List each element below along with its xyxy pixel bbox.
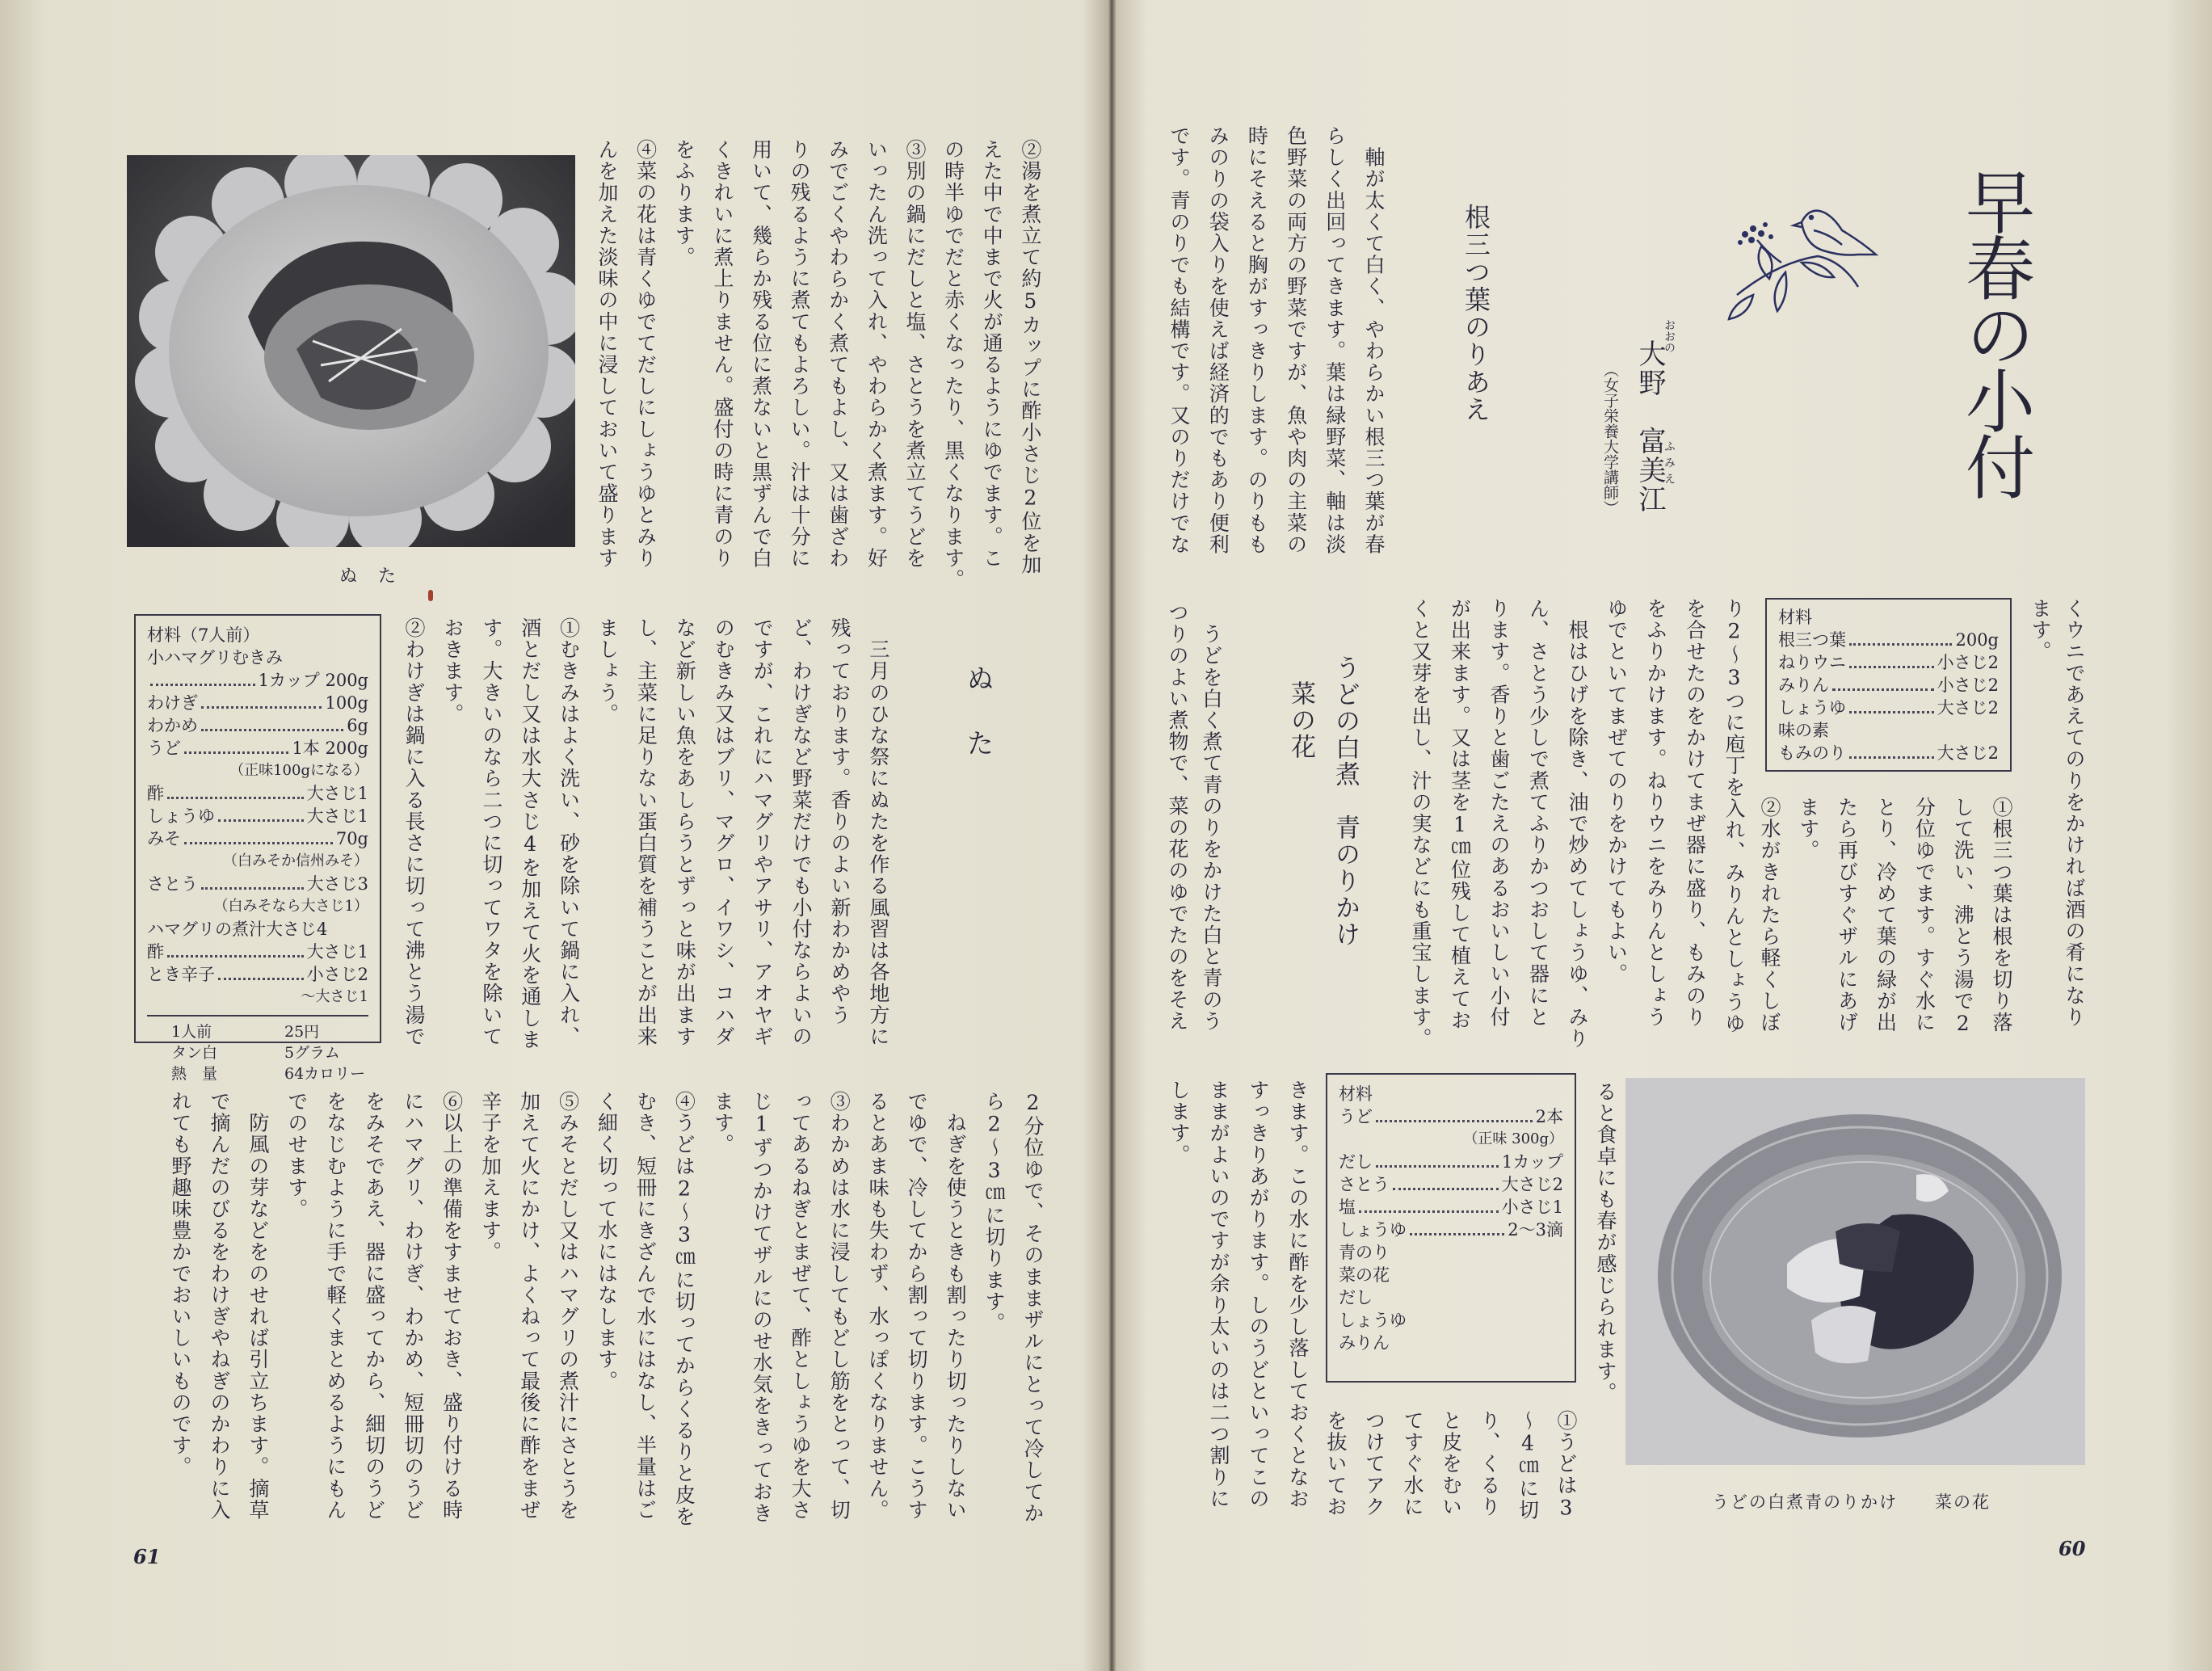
- text-column: んを加えた淡味の中に浸しておいて盛ります: [595, 139, 619, 569]
- text-column: ります。香りと歯ごたえのあるおいしい小付: [1487, 598, 1511, 1028]
- ingredient-row: [147, 963, 368, 986]
- text-column: ①むきみはよく洗い、砂を除いて鍋に入れ、: [557, 617, 581, 1047]
- ingredient-row: [147, 918, 368, 941]
- text-column: ④うどは2〜3㎝に切ってからくるりと皮を: [672, 1091, 696, 1527]
- text-column: し、主菜に足りない蛋白質を補うことが出来: [634, 617, 658, 1047]
- ingredient-amount: 小さじ2: [1937, 676, 1999, 695]
- mitsuba-steps: [1759, 797, 2012, 1039]
- ingredient-row: [147, 669, 368, 692]
- ingredient-row: [147, 737, 368, 760]
- text-column: く細く切って水にはなします。: [595, 1091, 619, 1392]
- text-column: みでごくやわらかく煮てもよし、又は歯ざわ: [826, 139, 850, 569]
- text-column: でのせます。: [284, 1091, 309, 1220]
- ingredient-amount: 1本 200g: [292, 739, 368, 758]
- text-column: ですが、これにハマグリやアサリ、アオヤギ: [751, 617, 775, 1047]
- text-column: たら再びすぐザルにあげ: [1835, 797, 1859, 1033]
- ingredient-name: だし: [1339, 1152, 1373, 1172]
- nuta-intro-text: [403, 617, 889, 1058]
- author-affiliation: （女子栄養大学講師）: [1601, 362, 1619, 516]
- text-column: ゆでといてまぜてのりをかけてもよい。: [1604, 598, 1629, 985]
- ingredient-name: しょうゆ: [1339, 1311, 1407, 1330]
- nuta-ingredients-box: [134, 614, 381, 1083]
- text-column: をなじむように手で軽くまとめるようにもん: [323, 1091, 347, 1521]
- ingredient-amount: 小さじ2: [306, 965, 368, 984]
- ingredient-name: 塩: [1339, 1197, 1356, 1217]
- ingredient-amount: 大さじ1: [306, 784, 368, 803]
- nutrition-row: [147, 1063, 368, 1084]
- nutrition-label: タン白: [171, 1044, 218, 1062]
- dotted-leader: [1393, 1188, 1499, 1190]
- text-column: 色野菜の両方の野菜ですが、魚や肉の主菜の: [1284, 125, 1308, 555]
- ingredient-amount: 1カップ 200g: [258, 671, 368, 690]
- nutrition-value: 64カロリー: [284, 1065, 366, 1083]
- ingredient-amount: 小さじ1: [1501, 1197, 1563, 1217]
- text-column: の時半ゆでだと赤くなったり、黒くなります。: [941, 139, 965, 591]
- text-column: 根はひげを除き、油で炒めてしょうゆ、みり: [1566, 598, 1589, 1050]
- nutrition-stats: [147, 1021, 368, 1084]
- ingredient-name: 青のり: [1339, 1243, 1390, 1262]
- nuta-steps-lower: [170, 1091, 1043, 1531]
- text-column: と皮をむい: [1439, 1410, 1463, 1517]
- ingredient-row: [1339, 1151, 1563, 1173]
- ingredient-note: （正味 300g）: [1463, 1130, 1563, 1147]
- red-mark: [428, 590, 433, 601]
- author-name: 大野 富美江: [1634, 339, 1666, 514]
- dotted-leader: [1359, 1210, 1499, 1213]
- text-column: ⑤みそとだし又はハマグリの煮汁にさとうを: [556, 1091, 580, 1521]
- dotted-leader: [1849, 756, 1934, 759]
- text-column: らしく出回ってきます。葉は緑野菜、軸は淡: [1323, 125, 1347, 555]
- text-column: ると食卓にも春が感じられます。: [1594, 1081, 1617, 1404]
- text-column: ど、わけぎなど野菜だけでも小付ならよいの: [789, 617, 814, 1047]
- dotted-leader: [1410, 1233, 1504, 1235]
- text-column: り、くるり: [1478, 1410, 1501, 1517]
- ingredient-name: 根三つ葉: [1778, 630, 1846, 650]
- ingredient-name: さとう: [147, 874, 198, 894]
- dotted-leader: [184, 751, 288, 754]
- nutrition-value: 5グラム: [284, 1044, 340, 1062]
- text-column: をふりかけます。ねりウニをみりんとしょう: [1644, 598, 1667, 1028]
- text-column: れても野趣味豊かでおいしいものです。: [169, 1091, 192, 1478]
- nutrition-row: [147, 1021, 368, 1042]
- ingredient-row: [147, 646, 368, 669]
- text-column: ます。: [711, 1091, 735, 1155]
- ingredient-row: [1778, 651, 1999, 674]
- ingredient-name: わけぎ: [147, 693, 198, 713]
- text-column: して洗い、沸とう湯で2: [1951, 797, 1975, 1037]
- nuta-heading: ぬ た: [961, 664, 994, 761]
- text-column: ます。: [1796, 797, 1820, 861]
- text-column: 時にそえると胸がすっきりします。のりもも: [1245, 125, 1269, 555]
- ingredient-name: しょうゆ: [1778, 698, 1846, 718]
- ingredient-row: [1339, 1105, 1563, 1128]
- ingredient-name: ハマグリの煮汁大さじ4: [147, 920, 328, 939]
- ingredient-name: わかめ: [147, 716, 198, 735]
- nutrition-row: [147, 1042, 368, 1063]
- nutrition-label: 1人前: [171, 1023, 212, 1041]
- ingredient-name: うど: [1339, 1107, 1373, 1126]
- dotted-leader: [167, 955, 304, 958]
- ingredient-name: みりん: [1778, 676, 1829, 695]
- ingredient-row: [1339, 1264, 1563, 1286]
- udo-intro-cont: [1593, 1081, 1616, 1404]
- udo-intro: [1167, 602, 1222, 1054]
- ingredient-amount: 2本: [1535, 1107, 1563, 1126]
- dotted-leader: [218, 819, 304, 822]
- mitsuba-heading: 根三つ葉のりあえ: [1461, 204, 1491, 423]
- text-column: 防風の芽などをのせれば引立ちます。摘草: [246, 1091, 270, 1521]
- text-column: すっきりあがります。しのうどといってこの: [1247, 1080, 1270, 1509]
- ingredient-name: ねりウニ: [1778, 653, 1846, 672]
- dotted-leader: [150, 684, 255, 686]
- dotted-leader: [1832, 688, 1934, 691]
- ingredient-amount: 2〜3滴: [1508, 1220, 1563, 1240]
- ingredient-amount: 小さじ2: [1937, 653, 1999, 672]
- ingredient-name: みりん: [1339, 1333, 1390, 1353]
- dotted-leader: [201, 887, 304, 890]
- ingredient-row: [1339, 1332, 1563, 1354]
- ingredient-row: [1339, 1196, 1563, 1219]
- text-column: りの残るように煮てもよろしい。汁は十分に: [788, 139, 812, 569]
- ingredient-row: [1778, 697, 1999, 719]
- udo-text: [1168, 1080, 1308, 1520]
- text-column: す。大きいのなら二つに切ってワタを除いて: [479, 617, 503, 1047]
- dotted-leader: [201, 706, 322, 709]
- ingredient-amount: 70g: [335, 829, 368, 848]
- ingredients-title: 材料: [1339, 1084, 1373, 1104]
- udo-photo: [1625, 1078, 2085, 1465]
- text-column: うどを白く煮て青のりをかけた白と青のう: [1200, 602, 1223, 1032]
- text-column: てすぐ水に: [1401, 1410, 1424, 1517]
- text-column: ねぎを使うときも割ったり切ったりしない: [944, 1091, 968, 1521]
- nutrition-label: 熱 量: [171, 1065, 218, 1083]
- text-column: えた中で中まで火が通るようにゆでます。こ: [980, 139, 1004, 569]
- ingredient-amount: 6g: [347, 716, 368, 735]
- text-column: 三月のひな祭にぬたを作る風習は各地方に: [866, 617, 890, 1047]
- text-column: でゆで、冷してから割って切ります。こうす: [905, 1091, 929, 1521]
- ingredient-name: だし: [1339, 1288, 1373, 1307]
- ingredient-amount: 100g: [325, 693, 368, 713]
- udo-heading: うどの白煮 青のりかけ: [1331, 655, 1360, 948]
- ingredient-row: [1778, 719, 1999, 742]
- text-column: 〜4㎝に切: [1516, 1410, 1540, 1521]
- text-column: ③わかめは水に浸してもどし筋をとって、切: [827, 1091, 852, 1521]
- ingredient-name: 味の素: [1778, 721, 1829, 740]
- ingredient-row: [1339, 1309, 1563, 1332]
- page-number-right: 60: [2059, 1537, 2086, 1560]
- text-column: つりのよい煮物で、菜の花のゆでたのをそえ: [1166, 602, 1189, 1032]
- ingredient-note: （白みそなら大さじ1）: [213, 898, 368, 915]
- ingredient-row: [147, 714, 368, 737]
- text-column: 加えて火にかけ、よくねって最後に酢をまぜ: [517, 1091, 541, 1521]
- text-column: します。: [1167, 1080, 1191, 1166]
- ingredient-row: [147, 692, 368, 714]
- text-column: ②湯を煮立て約5カップに酢小さじ2位を加: [1018, 139, 1042, 575]
- text-column: みのりの袋入りを使えば経済的でもあり便利: [1206, 125, 1230, 555]
- ingredient-amount: 200g: [1955, 630, 1999, 650]
- text-column: にハマグリ、わけぎ、わかめ、短冊切のうど: [401, 1091, 425, 1521]
- udo-steps: [1325, 1410, 1576, 1523]
- ingredient-note: 〜大さじ1: [301, 988, 368, 1005]
- ingredient-row: [1778, 742, 1999, 764]
- text-column: ってあるねぎとまぜて、酢としょうゆを大さ: [788, 1091, 813, 1521]
- mitsuba-intro-cont: [2029, 598, 2084, 1050]
- text-column: ⑥以上の準備をすませておき、盛り付ける時: [439, 1091, 464, 1521]
- text-column: ③別の鍋にだしと塩、さとうを煮立てうどを: [903, 139, 927, 569]
- text-column: ①うどは3: [1554, 1410, 1578, 1521]
- ingredient-name: しょうゆ: [1339, 1220, 1407, 1240]
- text-column: を抜いてお: [1324, 1410, 1348, 1517]
- dotted-leader: [218, 978, 304, 980]
- dotted-leader: [184, 842, 333, 844]
- intro-text: [1168, 125, 1384, 578]
- ingredient-amount: 大さじ1: [306, 942, 368, 962]
- text-column: くウニであえてのりをかければ酒の肴になり: [2063, 598, 2086, 1028]
- text-column: をみそであえ、器に盛ってから、細切のうど: [362, 1091, 386, 1521]
- ingredient-row: [147, 805, 368, 827]
- dotted-leader: [1849, 711, 1934, 713]
- divider: [147, 1015, 368, 1016]
- text-column: のむきみ又はブリ、マグロ、イワシ、コハダ: [712, 617, 736, 1047]
- text-column: 辛子を加えます。: [478, 1091, 503, 1263]
- text-column: が出来ます。又は茎を1㎝位残して植えてお: [1448, 598, 1472, 1031]
- ingredient-name: みそ: [147, 829, 181, 848]
- text-column: 用いて、幾らか残る位に煮ないと黒ずんで白: [749, 139, 773, 569]
- text-column: ①根三つ葉は根を切り落: [1989, 797, 2013, 1033]
- ingredient-row: [1778, 674, 1999, 697]
- text-column: ら2〜3㎝に切ります。: [982, 1091, 1007, 1334]
- page-number-left: 61: [133, 1545, 161, 1568]
- text-column: で摘んだのびるをわけぎやねぎのかわりに入: [207, 1091, 231, 1521]
- dotted-leader: [167, 797, 304, 799]
- text-column: ②水がきれたら軽くしぼ: [1758, 797, 1781, 1033]
- ingredients-list: [147, 646, 368, 1008]
- ingredient-row: [147, 941, 368, 963]
- dotted-leader: [201, 729, 343, 731]
- text-column: 軸が太くて白く、やわらかい根三つ葉が春: [1361, 125, 1386, 555]
- udo-ingredients-box: [1326, 1073, 1576, 1383]
- ingredient-name: 酢: [147, 784, 164, 803]
- text-column: り2〜3つに庖丁を入れ、みりんとしょうゆ: [1722, 598, 1746, 1034]
- udo-subheading: 菜の花: [1286, 680, 1315, 760]
- ingredient-name: 酢: [147, 942, 164, 962]
- ingredient-amount: 大さじ2: [1937, 743, 1999, 763]
- ingredient-row: [147, 873, 368, 895]
- text-column: を合せたのをかけてまぜ器に盛り、もみのり: [1683, 598, 1707, 1028]
- ingredient-name: 小ハマグリむきみ: [147, 648, 283, 667]
- ingredient-note: （白みそか信州みそ）: [223, 852, 368, 869]
- text-column: 酒とだし又は水大さじ4を加えて火を通しま: [518, 617, 542, 1050]
- nuta-photo-caption: ぬ た: [339, 566, 398, 587]
- text-column: つけてアク: [1362, 1410, 1386, 1517]
- ingredient-name: うど: [147, 739, 181, 758]
- text-column: くと又芽を出し、汁の実などにも重宝します。: [1409, 598, 1432, 1050]
- ingredients-title: 材料（7人前）: [147, 625, 260, 645]
- dotted-leader: [1376, 1120, 1533, 1122]
- ingredient-name: さとう: [1339, 1175, 1390, 1194]
- text-column: ④菜の花は青くゆでてだしにしょうゆとみり: [633, 139, 658, 569]
- nuta-steps-upper: [596, 139, 1041, 591]
- ingredient-amount: 大さじ2: [1501, 1175, 1563, 1194]
- text-column: ②わけぎは鍋に入る長さに切って沸とう湯で: [402, 617, 426, 1047]
- ingredient-amount: 大さじ2: [1937, 698, 1999, 718]
- ingredient-row: [1339, 1173, 1563, 1196]
- text-column: など新しい魚をあしらうとずっと味が出ます: [673, 617, 697, 1047]
- ingredient-amount: 1カップ: [1501, 1152, 1563, 1172]
- ingredient-row: [1339, 1286, 1563, 1309]
- text-column: ます。: [2029, 598, 2052, 663]
- text-column: いったん洗って入れ、やわらかく煮ます。好: [864, 139, 889, 569]
- dotted-leader: [1376, 1165, 1499, 1168]
- ingredients-list: [1339, 1105, 1563, 1354]
- ingredient-amount: 大さじ1: [306, 806, 368, 826]
- text-column: くきれいに煮上りません。盛付の時に青のり: [710, 139, 734, 569]
- ingredient-name: 菜の花: [1339, 1265, 1390, 1285]
- text-column: おきます。: [440, 617, 465, 725]
- ingredient-row: [147, 782, 368, 805]
- text-column: じ1ずつかけてザルにのせ水気をきっておき: [750, 1091, 774, 1524]
- text-column: ましょう。: [595, 617, 620, 725]
- bird-illustration: [1721, 198, 1882, 331]
- text-column: とり、冷めて葉の緑が出: [1873, 797, 1898, 1033]
- text-column: 残っております。香りのよい新わかめやう: [827, 617, 852, 1026]
- text-column: るとあま味も失わず、水っぽくなりません。: [866, 1091, 890, 1521]
- ingredient-row: [147, 827, 368, 850]
- ingredient-row: [1339, 1241, 1563, 1264]
- nuta-photo: [127, 155, 575, 547]
- nutrition-value: 25円: [284, 1023, 320, 1041]
- author-ruby-family: おおの: [1663, 319, 1676, 353]
- article-title: 早春の小付: [1953, 166, 2034, 498]
- text-column: ん、さとう少しで煮てふりかつおして器にと: [1526, 598, 1550, 1028]
- author-ruby-given: ふみえ: [1663, 440, 1676, 489]
- ingredients-list: [1778, 629, 1999, 764]
- ingredient-amount: 大さじ3: [306, 874, 368, 894]
- ingredient-row: [1778, 629, 1999, 651]
- mitsuba-text: [1410, 598, 1744, 1050]
- ingredient-name: しょうゆ: [147, 806, 215, 826]
- ingredients-title: 材料: [1778, 608, 1812, 627]
- ingredient-note: （正味100gになる）: [229, 762, 368, 779]
- text-column: ままがよいのですが余り太いのは二つ割りに: [1207, 1080, 1230, 1509]
- dotted-leader: [1849, 666, 1934, 668]
- ingredient-row: [1339, 1219, 1563, 1241]
- text-column: をふります。: [672, 139, 696, 268]
- dotted-leader: [1849, 643, 1952, 646]
- udo-photo-caption: うどの白煮青のりかけ 菜の花: [1712, 1492, 1991, 1512]
- text-column: 分位ゆでます。すぐ水に: [1912, 797, 1937, 1033]
- text-column: きます。この水に酢を少し落しておくとなお: [1286, 1080, 1310, 1509]
- text-column: むき、短冊にきざんで水にはなし、半量はご: [633, 1091, 658, 1521]
- ingredient-name: とき辛子: [147, 965, 215, 984]
- text-column: です。青のりでも結構です。又のりだけでな: [1167, 125, 1191, 555]
- text-column: 2分位ゆで、そのままザルにとって冷してか: [1020, 1091, 1045, 1524]
- mitsuba-ingredients-box: [1765, 598, 2012, 772]
- ingredient-name: もみのり: [1778, 743, 1846, 763]
